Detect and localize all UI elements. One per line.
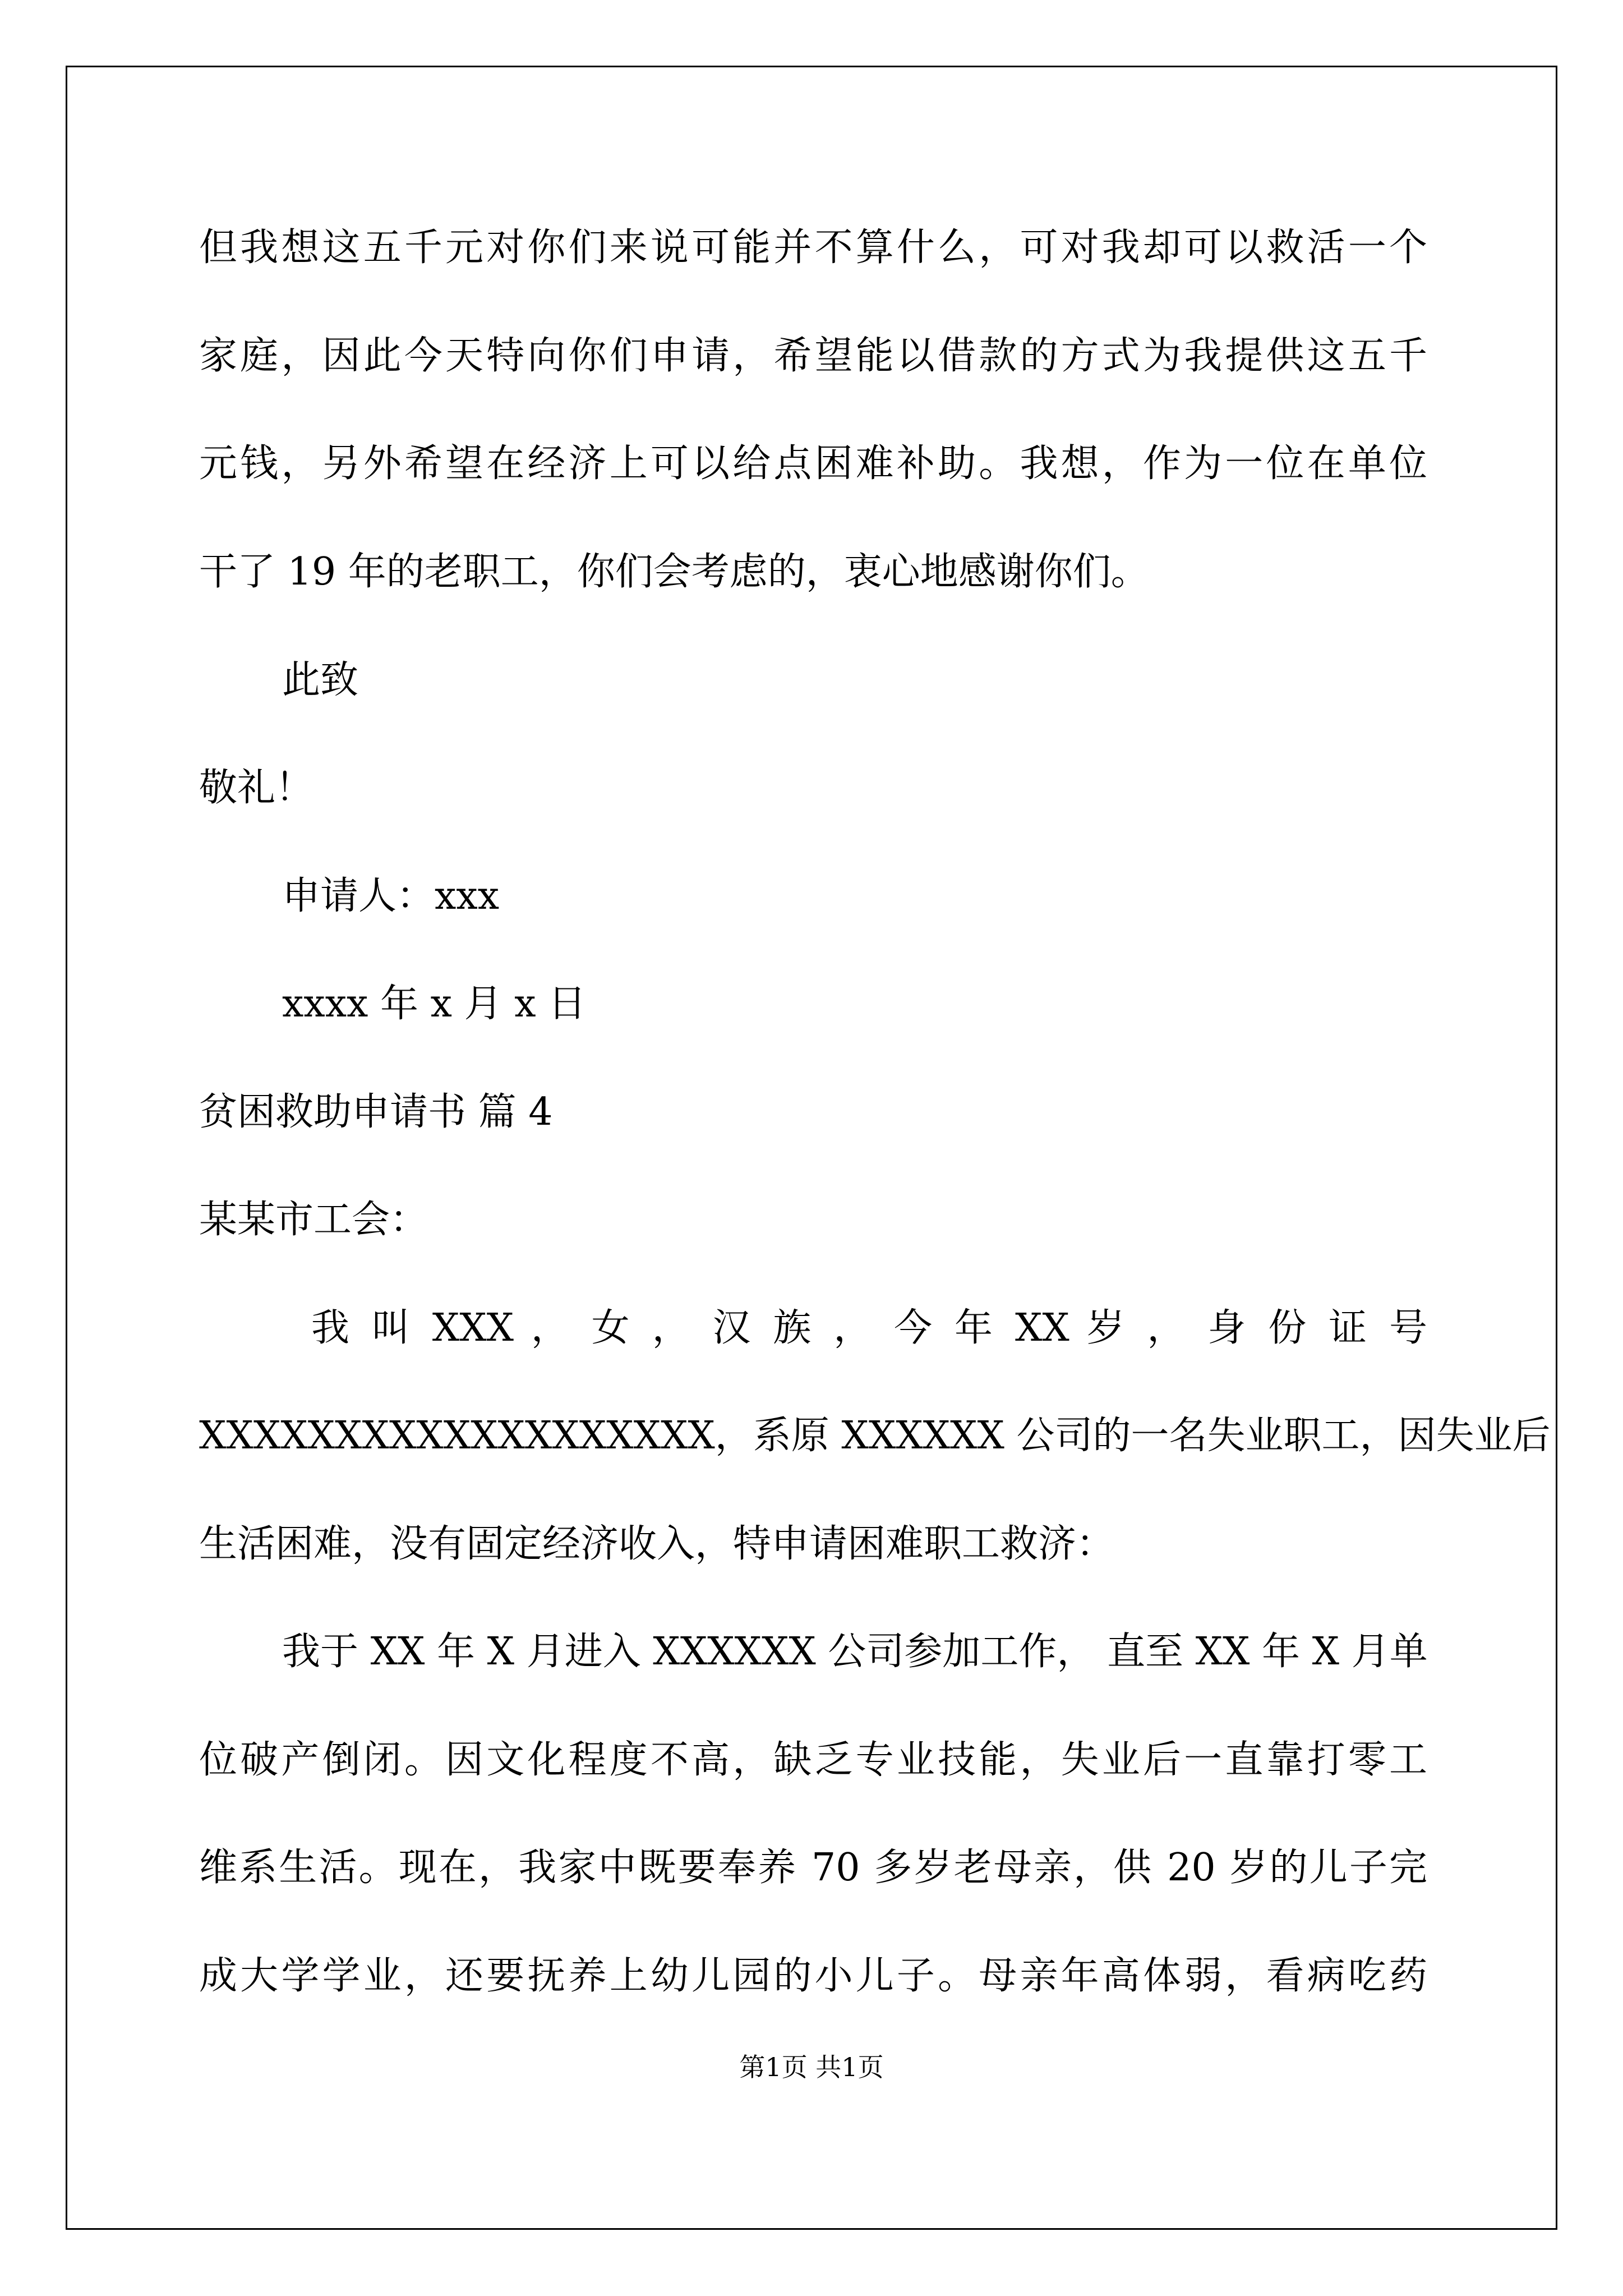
- section-heading: 贫困救助申请书 篇 4: [199, 1090, 553, 1134]
- paragraph-line: 维系生活。现在，我家中既要奉养 70 多岁老母亲，供 20 岁的儿子完: [199, 1846, 1427, 1890]
- paragraph-line: 干了 19 年的老职工，你们会考虑的，衷心地感谢你们。: [199, 550, 1149, 594]
- addressee: 某某市工会：: [199, 1198, 428, 1242]
- page-border: [66, 66, 1557, 2230]
- page-footer: 第1页 共1页: [739, 2052, 884, 2082]
- paragraph-line: 生活困难，没有固定经济收入，特申请困难职工救济：: [199, 1522, 1115, 1566]
- closing-salutation: 此致: [282, 658, 359, 702]
- closing-regards: 敬礼！: [199, 766, 314, 810]
- paragraph-line: 我于 XX 年 X 月进入 XXXXXX 公司参加工作， 直至 XX 年 X 月单: [282, 1630, 1428, 1674]
- paragraph-line: XXXXXXXXXXXXXXXXXXX，系原 XXXXXX 公司的一名失业职工，因失业后: [199, 1414, 1551, 1458]
- paragraph-line: 家庭，因此今天特向你们申请，希望能以借款的方式为我提供这五千: [199, 334, 1427, 378]
- paragraph-line: 成大学学业，还要抚养上幼儿园的小儿子。母亲年高体弱，看病吃药: [199, 1954, 1427, 1998]
- paragraph-line: 元钱，另外希望在经济上可以给点困难补助。我想，作为一位在单位: [199, 441, 1427, 486]
- signature-date: xxxx 年 x 月 x 日: [282, 982, 587, 1026]
- paragraph-line: 位破产倒闭。因文化程度不高，缺乏专业技能，失业后一直靠打零工: [199, 1738, 1427, 1782]
- applicant-signature: 申请人：xxx: [282, 874, 500, 918]
- paragraph-line: 我 叫 XXX ， 女 ， 汉 族 ， 今 年 XX 岁 ， 身 份 证 号: [311, 1306, 1427, 1350]
- paragraph-line: 但我想这五千元对你们来说可能并不算什么，可对我却可以救活一个: [199, 226, 1427, 270]
